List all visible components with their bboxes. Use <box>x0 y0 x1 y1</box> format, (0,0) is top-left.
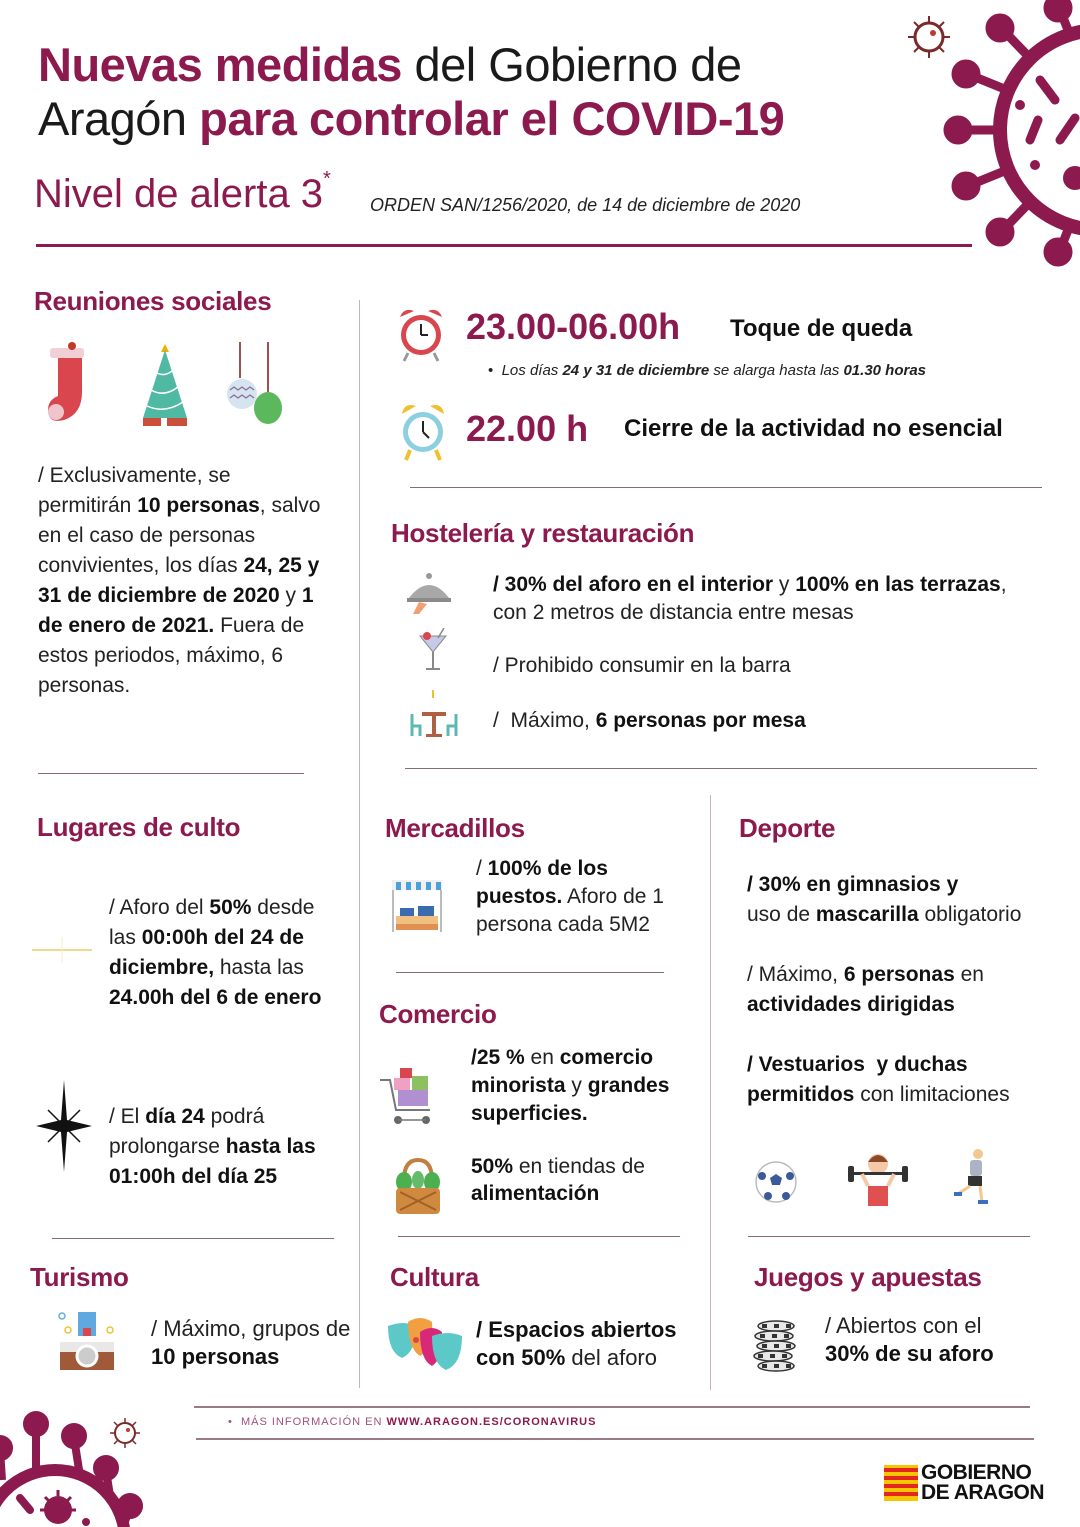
text-bold: 24.00h del 6 de enero <box>109 986 322 1009</box>
divider <box>748 1236 1030 1237</box>
text-span: / Máximo, <box>493 709 596 732</box>
heading-mercadillos: Mercadillos <box>385 813 525 843</box>
text-bold: 6 personas por mesa <box>595 709 806 732</box>
text-span: / Máximo, grupos de <box>151 1316 351 1341</box>
column-divider-left <box>359 300 360 1388</box>
logo-line2: DE ARAGON <box>921 1481 1045 1504</box>
gobierno-aragon-logo <box>884 1463 1044 1503</box>
more-info <box>228 1416 596 1428</box>
divider <box>410 487 1042 488</box>
text-bold: 100% en las terrazas <box>795 573 1001 596</box>
text-span: en <box>524 1046 560 1069</box>
text-span: obligatorio <box>918 903 1022 926</box>
text-bold: 01.30 horas <box>843 362 927 379</box>
star-sparkle-icon <box>36 1080 92 1172</box>
text-bold: 1 de enero de 2021. <box>38 584 314 637</box>
title-light-1: del Gobierno de <box>401 38 742 91</box>
culto-item-aforo <box>109 893 339 1013</box>
text-span: con limitaciones <box>854 1083 1010 1106</box>
runner-icon <box>952 1148 992 1206</box>
curfew-time: 23.00-06.00h <box>466 306 681 347</box>
text-bold: 24, 25 y 31 de diciembre de 2020 <box>38 554 320 607</box>
sparkle-gold-icon <box>32 935 92 965</box>
heading-hosteleria: Hostelería y restauración <box>391 518 695 548</box>
divider <box>38 773 304 774</box>
small-virus-icon-bottom <box>108 1416 142 1450</box>
cocktail-glass-icon <box>418 628 448 672</box>
text-span: , salvo en el caso de personas convivientes, los días <box>38 494 321 577</box>
heading-lugares-culto: Lugares de culto <box>37 812 241 842</box>
text-span: / Prohibido consumir en la barra <box>493 654 791 677</box>
closing-label: Cierre de la actividad no esencial <box>624 415 1003 442</box>
text-bold: 24 y 31 de diciembre <box>562 362 710 379</box>
text-span: / Máximo, <box>747 963 844 986</box>
heading-comercio: Comercio <box>379 999 497 1029</box>
footer-divider-bottom <box>196 1438 1034 1440</box>
text-span: podrá prolongarse <box>109 1105 265 1158</box>
bullet: • <box>488 362 502 379</box>
divider <box>398 1236 680 1237</box>
text-span: se alarga hasta las <box>709 362 844 379</box>
alert-level-text: Nivel de alerta 3 <box>34 172 324 216</box>
alert-asterisk: * <box>323 168 331 190</box>
comercio-item-alimentacion <box>471 1153 691 1207</box>
divider <box>405 768 1037 769</box>
curfew-label: Toque de queda <box>730 315 913 342</box>
text-bold: 100% de los puestos. <box>476 857 608 908</box>
text-span: del aforo <box>565 1345 657 1370</box>
more-info-label: MÁS INFORMACIÓN EN <box>240 1416 387 1428</box>
text-bold: 50% <box>209 896 252 919</box>
title-light-2: Aragón <box>38 92 200 145</box>
text-span: / <box>476 857 488 880</box>
deporte-item-dirigidas <box>747 960 1047 1020</box>
text-bold: / 30% en gimnasios y <box>747 873 959 896</box>
heading-turismo: Turismo <box>30 1262 129 1292</box>
heading-juegos-apuestas: Juegos y apuestas <box>754 1262 982 1292</box>
mercadillos-text <box>476 855 691 939</box>
small-virus-icon <box>904 12 954 62</box>
hosteleria-item-mesa <box>493 706 806 736</box>
text-bold: / 30% del aforo en el interior <box>493 573 774 596</box>
turismo-text <box>151 1315 351 1371</box>
text-bold: 10 personas <box>137 494 260 517</box>
christmas-stocking-icon <box>44 340 100 426</box>
more-info-link[interactable]: WWW.ARAGON.ES/CORONAVIRUS <box>386 1416 597 1428</box>
text-span: Fuera de estos periodos, máximo, 6 personas. <box>38 614 305 697</box>
title-bold-2: para controlar el COVID-19 <box>199 92 785 145</box>
text-span: / Exclusivamente, se permitirán <box>38 464 231 517</box>
heading-deporte: Deporte <box>739 813 836 843</box>
text-span: uso de <box>747 903 816 926</box>
text-span: y <box>565 1074 588 1097</box>
text-bold: mascarilla <box>815 903 919 926</box>
text-bold: 50% <box>471 1155 514 1178</box>
text-span: / Abiertos con el <box>825 1313 982 1338</box>
hosteleria-item-aforo <box>493 571 1053 627</box>
deporte-item-vestuarios <box>747 1050 1047 1110</box>
text-span: en tiendas de <box>513 1155 645 1178</box>
header-divider <box>36 244 972 247</box>
weightlifting-woman-icon <box>846 1150 910 1210</box>
divider <box>52 1238 334 1239</box>
alarm-clock-red-icon <box>396 305 446 363</box>
text-bold: / Espacios abiertos con 50% <box>476 1317 677 1370</box>
heading-cultura: Cultura <box>390 1262 479 1292</box>
heading-reuniones-sociales: Reuniones sociales <box>34 286 272 316</box>
soccer-ball-icon <box>754 1160 798 1204</box>
text-bold: 00:00h del 24 de diciembre, <box>109 926 304 979</box>
reuniones-text <box>38 461 328 701</box>
text-span: / Aforo del <box>109 896 210 919</box>
text-bold: grandes superficies. <box>471 1074 670 1125</box>
alarm-clock-blue-icon <box>398 400 448 462</box>
juegos-text <box>825 1312 1025 1368</box>
market-stall-icon <box>392 880 442 932</box>
food-basket-icon <box>394 1158 442 1216</box>
text-span: , <box>1000 573 1007 596</box>
text-span: con 2 metros de distancia entre mesas <box>493 601 854 624</box>
text-bold: /25 % <box>471 1046 525 1069</box>
camera-icon <box>56 1310 118 1372</box>
poker-chips-icon <box>752 1320 798 1376</box>
cultura-text <box>476 1316 706 1372</box>
aragon-flag-icon <box>884 1465 918 1501</box>
deporte-item-gimnasios <box>747 870 1067 930</box>
curfew-note <box>488 362 926 379</box>
theater-masks-icon <box>386 1316 464 1372</box>
text-span: / El <box>109 1105 146 1128</box>
text-bold: alimentación <box>471 1182 600 1205</box>
text-span: Los días <box>501 362 563 379</box>
text-bold: hasta las 01:00h del día 25 <box>109 1135 316 1188</box>
column-divider-right <box>710 795 711 1390</box>
hosteleria-item-barra <box>493 651 791 681</box>
alert-level <box>34 168 331 217</box>
title-bold-1: Nuevas medidas <box>38 38 402 91</box>
comercio-item-minorista <box>471 1044 701 1128</box>
culto-item-dia24 <box>109 1102 339 1192</box>
table-chairs-icon <box>410 688 458 738</box>
text-bold: 30% de su aforo <box>825 1341 994 1366</box>
text-bold: día 24 <box>145 1105 205 1128</box>
text-bold: comercio minorista <box>471 1046 654 1097</box>
text-bold: / Vestuarios y duchas permitidos <box>747 1053 974 1106</box>
virus-icon <box>940 0 1080 270</box>
text-span: desde las <box>109 896 315 949</box>
text-span: hasta las <box>214 956 304 979</box>
text-span: en <box>954 963 984 986</box>
divider <box>396 972 664 973</box>
text-span: y <box>773 573 796 596</box>
text-span: Aforo de 1 persona cada 5M2 <box>476 885 664 936</box>
logo-line1: GOBIERNO <box>921 1461 1032 1484</box>
page-title <box>38 38 784 146</box>
footer-divider-top <box>194 1406 1030 1408</box>
serving-cloche-icon <box>405 572 451 616</box>
christmas-tree-icon <box>137 340 193 428</box>
bullet: • <box>228 1416 233 1428</box>
text-bold: 10 personas <box>151 1344 280 1369</box>
text-bold: actividades dirigidas <box>747 993 955 1016</box>
shopping-cart-gifts-icon <box>380 1064 438 1128</box>
christmas-ornaments-icon <box>226 340 286 426</box>
text-bold: 6 personas <box>843 963 955 986</box>
closing-time: 22.00 h <box>466 408 589 449</box>
orden-reference: ORDEN SAN/1256/2020, de 14 de diciembre de 2020 <box>370 195 801 215</box>
text-span: y <box>279 584 302 607</box>
